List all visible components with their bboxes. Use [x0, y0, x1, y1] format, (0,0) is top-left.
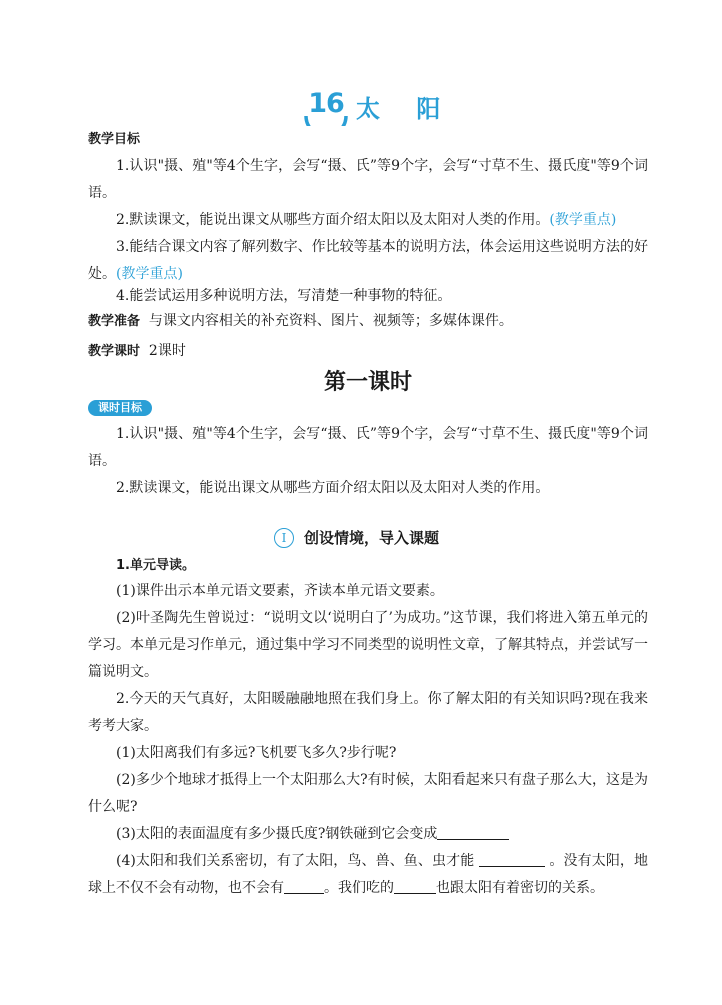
- key-tag: (教学重点): [116, 266, 183, 282]
- lesson-number: 16: [308, 88, 344, 119]
- prep-line: [88, 308, 648, 335]
- objective-3-text: 3.能结合课文内容了解列数字、作比较等基本的说明方法，体会运用这些说明方法的好处。: [88, 239, 648, 282]
- answer-blank: [437, 823, 509, 840]
- question-2: (2)多少个地球才抵得上一个太阳那么大?有时候，太阳看起来只有盘子那么大，这是为什么呢?: [88, 772, 648, 815]
- lesson-goal-pill: 课时目标: [88, 400, 152, 416]
- answer-blank: [284, 877, 324, 894]
- objective-3: [88, 234, 648, 288]
- question-4-part-1: (4)太阳和我们关系密切，有了太阳，鸟、兽、鱼、虫才能: [116, 853, 475, 869]
- prep-heading: 教学准备: [88, 314, 141, 329]
- hours-text: 2课时: [148, 343, 186, 359]
- lesson-goal-1: 1.认识"摄、殖"等4个生字，会写“摄、氏”等9个字，会写“寸草不生、摄氏度"等9个词语。: [88, 426, 648, 469]
- key-tag: (教学重点): [549, 212, 617, 228]
- hours-heading: 教学课时: [88, 344, 141, 359]
- question-1: (1)太阳离我们有多远?飞机要飞多久?步行呢?: [116, 745, 397, 761]
- lesson-goal-2: 2.默读课文，能说出课文从哪些方面介绍太阳以及太阳对人类的作用。: [116, 480, 550, 496]
- hours-line: [88, 338, 648, 365]
- question-3: [88, 821, 648, 848]
- objective-2-text: 2.默读课文，能说出课文从哪些方面介绍太阳以及太阳对人类的作用。: [116, 212, 550, 228]
- answer-blank: [479, 850, 545, 867]
- objectives-heading: 教学目标: [88, 132, 141, 147]
- objective-2: [88, 207, 648, 234]
- section-number-icon: I: [274, 528, 294, 548]
- lesson-name: 太 阳: [356, 95, 455, 123]
- paragraph-3: 2.今天的天气真好，太阳暖融融地照在我们身上。你了解太阳的有关知识吗?现在我来考考大家。: [88, 691, 648, 734]
- prep-text: 与课文内容相关的补充资料、图片、视频等；多媒体课件。: [148, 313, 513, 329]
- question-4-part-2: 。没有太阳，地球上不仅不会有动物，也不会有: [88, 853, 649, 896]
- paragraph-1: (1)课件出示本单元语文要素，齐读本单元语文要素。: [116, 583, 444, 599]
- question-4-part-4: 也跟太阳有着密切的关系。: [436, 880, 604, 896]
- question-4: [88, 848, 648, 902]
- chapter-title: 第一课时: [323, 370, 412, 395]
- step-1-heading: 1.单元导读。: [116, 558, 195, 573]
- objective-1: 1.认识"摄、殖"等4个生字，会写“摄、氏”等9个字，会写“寸草不生、摄氏度"等9个词语。: [88, 158, 648, 201]
- question-4-part-3: 。我们吃的: [324, 880, 394, 896]
- question-3-text: (3)太阳的表面温度有多少摄氏度?钢铁碰到它会变成: [116, 826, 438, 842]
- answer-blank: [394, 877, 436, 894]
- objective-4: 4.能尝试运用多种说明方法，写清楚一种事物的特征。: [116, 288, 452, 304]
- section-title: 创设情境，导入课题: [304, 529, 440, 547]
- lesson-number-badge: [302, 86, 350, 126]
- paragraph-2: (2)叶圣陶先生曾说过：“说明文以‘说明白了’为成功。”这节课，我们将进入第五单元的学习。本单元是习作单元，通过集中学习不同类型的说明性文章，了解其特点，并尝试写一篇说明文。: [88, 610, 648, 680]
